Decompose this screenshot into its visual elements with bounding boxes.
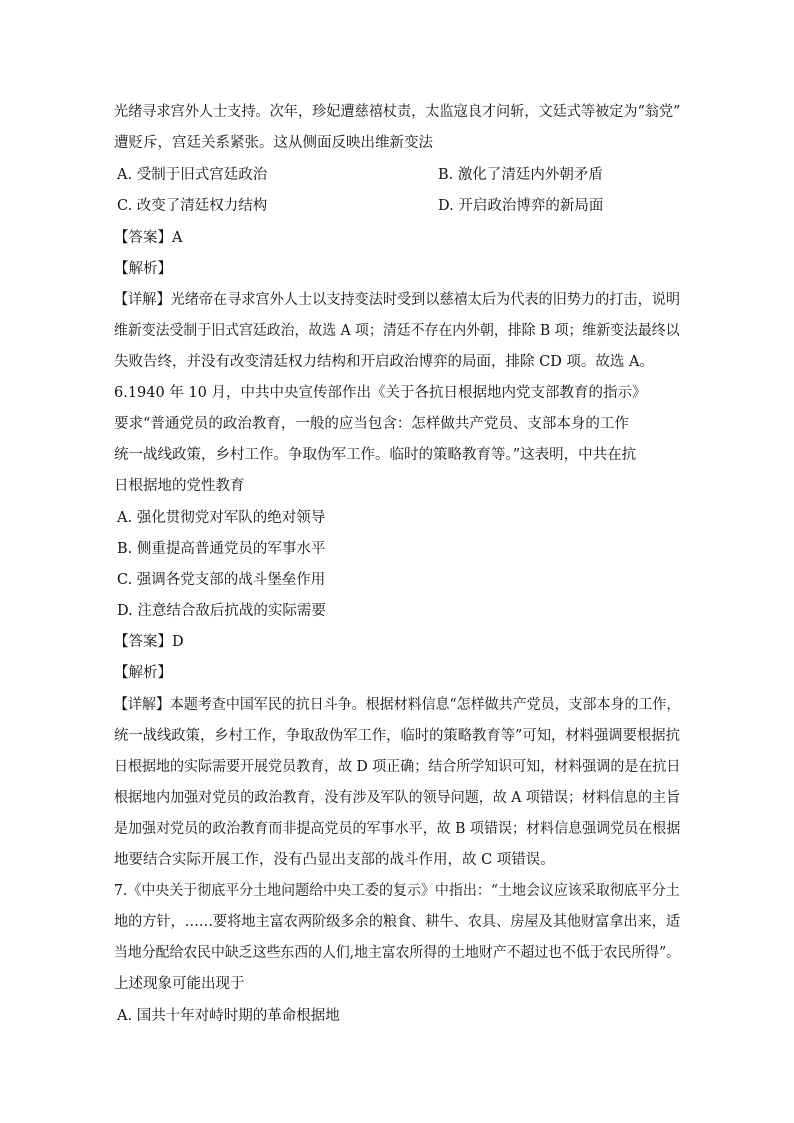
q5-analysis-label: 【解析】 (114, 261, 172, 277)
q5-answer: 【答案】A (114, 230, 183, 246)
q6-option-b: B. 侧重提高普通党员的军事水平 (117, 541, 326, 557)
q5-detail-line-1: 【详解】光绪帝在寻求宫外人士以支持变法时受到以慈禧太后为代表的旧势力的打击，说明 (114, 292, 681, 308)
q6-option-a: A. 强化贯彻党对军队的绝对领导 (117, 510, 326, 526)
q6-detail-line-1: 【详解】本题考查中国军民的抗日斗争。根据材料信息“怎样做共产党员，支部本身的工作， (114, 697, 681, 713)
q5-option-d: D. 开启政治博弈的新局面 (438, 198, 604, 214)
q6-option-c: C. 强调各党支部的战斗堡垒作用 (117, 572, 326, 588)
q6-stem-line-1: 6.1940 年 10 月，中共中央宣传部作出《关于各抗日根据地内党支部教育的指示》 (114, 385, 647, 401)
q5-detail-line-2: 维新变法受制于旧式宫廷政治，故选 A 项；清廷不存在内外朝，排除 B 项；维新变法最终以 (114, 323, 680, 339)
q5-stem-line-2: 遭贬斥，宫廷关系紧张。这从侧面反映出维新变法 (114, 135, 433, 151)
q6-stem-line-4: 日根据地的党性教育 (114, 478, 245, 494)
q7-stem-line-3: 当地分配给农民中缺乏这些东西的人们,地主富农所得的土地财产不超过也不低于农民所得”。 (114, 945, 681, 961)
q6-stem-line-2: 要求“普通党员的政治教育，一般的应当包含：怎样做共产党员、支部本身的工作 (114, 416, 629, 432)
q7-stem-line-2: 地的方针，……要将地主富农两阶级多余的粮食、耕牛、农具、房屋及其他财富拿出来，适 (114, 914, 681, 930)
q6-option-d: D. 注意结合敌后抗战的实际需要 (117, 603, 326, 619)
q6-answer: 【答案】D (114, 634, 184, 650)
q6-stem-line-3: 统一战线政策，乡村工作。争取伪军工作。临时的策略教育等。”这表明，中共在抗 (114, 447, 637, 463)
q6-detail-line-2: 统一战线政策，乡村工作，争取敌伪军工作，临时的策略教育等”可知，材料强调要根据抗 (114, 728, 680, 744)
q7-option-a: A. 国共十年对峙时期的革命根据地 (117, 1008, 340, 1024)
q5-option-a: A. 受制于旧式宫廷政治 (117, 167, 268, 183)
q5-stem-line-1: 光绪寻求宫外人士支持。次年，珍妃遭慈禧杖责，太监寇良才问斩，文廷式等被定为“翁党” (114, 104, 681, 120)
q5-detail-line-3: 失败告终，并没有改变清廷权力结构和开启政治博弈的局面，排除 CD 项。故选 A。 (114, 354, 655, 370)
q6-detail-line-3: 日根据地的实际需要开展党员教育，故 D 项正确；结合所学知识可知，材料强调的是在抗日 (114, 759, 681, 775)
q7-stem-line-4: 上述现象可能出现于 (114, 976, 245, 992)
q5-option-c: C. 改变了清廷权力结构 (117, 198, 268, 214)
q6-detail-line-5: 是加强对党员的政治教育而非提高党员的军事水平，故 B 项错误；材料信息强调党员在根据 (114, 821, 681, 837)
q6-detail-line-4: 根据地内加强对党员的政治教育，没有涉及军队的领导问题，故 A 项错误；材料信息的主旨 (114, 790, 681, 806)
q6-analysis-label: 【解析】 (114, 665, 172, 681)
q5-option-b: B. 激化了清廷内外朝矛盾 (438, 167, 603, 183)
q7-stem-line-1: 7.《中央关于彻底平分土地问题给中央工委的复示》中指出：“土地会议应该采取彻底平分土 (114, 883, 680, 899)
q6-detail-line-6: 地要结合实际开展工作，没有凸显出支部的战斗作用，故 C 项错误。 (114, 852, 555, 868)
